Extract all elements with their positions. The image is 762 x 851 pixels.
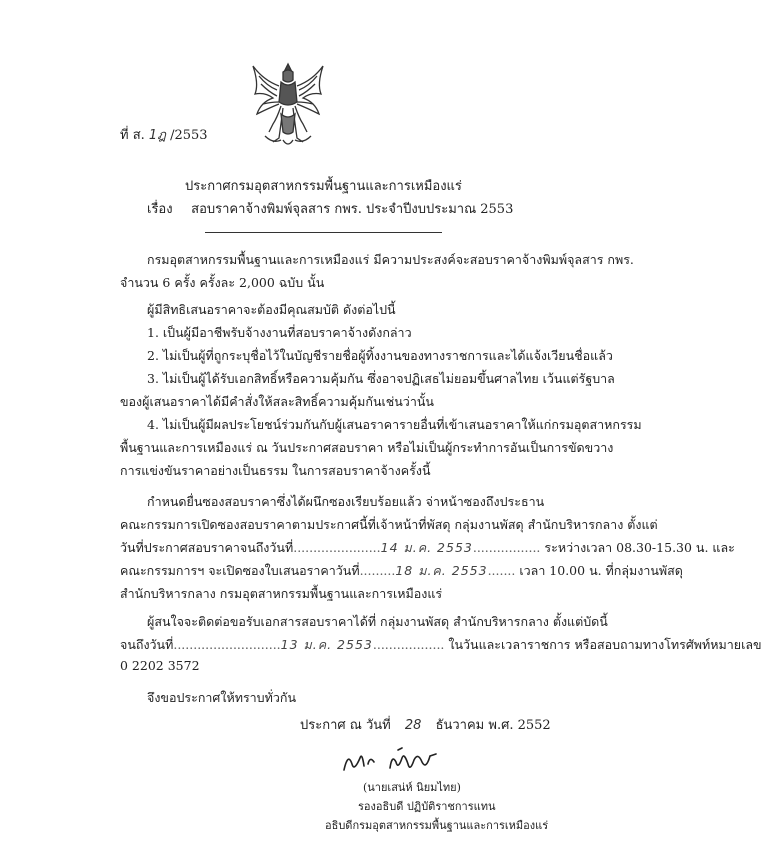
contact-line-2: [120, 635, 762, 655]
announcement-date: [300, 714, 551, 735]
signatory-position-2: อธิบดีกรมอุตสาหกรรมพื้นฐานและการเหมืองแร่: [325, 819, 549, 832]
fill-dots: ...........................: [173, 637, 281, 652]
handwritten-date-document: 13 ม.ค. 2553: [280, 637, 373, 652]
subject-label: เรื่อง: [147, 202, 173, 217]
signatory-name: (นายเสน่ห์ นิยมไทย): [363, 781, 461, 794]
document-number: [120, 124, 208, 145]
doc-number-suffix: /2553: [170, 128, 208, 143]
doc-number-prefix: ที่ ส.: [120, 128, 145, 143]
closing-text: จึงขอประกาศให้ทราบทั่วกัน: [147, 690, 296, 705]
qualification-2: 2. ไม่เป็นผู้ที่ถูกระบุชื่อไว้ในบัญชีรายชื่อผู้ทิ้งงานของทางราชการและได้แจ้งเวียนชื่อแล้ว: [147, 348, 613, 363]
qualification-4-line-2: พื้นฐานและการเหมืองแร่ ณ วันประกาศสอบราคา หรือไม่เป็นผู้กระทำการอันเป็นการขัดขวาง: [120, 440, 614, 455]
intro-line-2: จำนวน 6 ครั้ง ครั้งละ 2,000 ฉบับ นั้น: [120, 275, 325, 290]
contact-phone: 0 2202 3572: [120, 658, 200, 673]
fill-dots: .......: [487, 563, 516, 578]
title-divider: [205, 232, 442, 233]
qualification-3-line-1: 3. ไม่เป็นผู้ได้รับเอกสิทธิ์หรือความคุ้มกัน ซึ่งอาจปฏิเสธไม่ยอมขึ้นศาลไทย เว้นแต่รัฐบาล: [147, 371, 615, 386]
submission-line-3: [120, 538, 735, 558]
doc-number-handwritten: 1ฎ: [148, 128, 166, 143]
qualification-3-line-2: ของผู้เสนอราคาได้มีคำสั่งให้สละสิทธิ์ความคุ้มกันเช่นว่านั้น: [120, 394, 434, 409]
garuda-emblem: [243, 58, 333, 150]
submission-line-1: กำหนดยื่นซองสอบราคาซึ่งได้ผนึกซองเรียบร้อยแล้ว จ่าหน้าซองถึงประธาน: [147, 494, 545, 509]
subject-text: สอบราคาจ้างพิมพ์จุลสาร กพร. ประจำปีงบประมาณ 2553: [191, 202, 514, 217]
fill-dots: ......................: [293, 540, 381, 555]
announcement-title: ประกาศกรมอุตสาหกรรมพื้นฐานและการเหมืองแร่: [185, 179, 462, 194]
submission-line-4: [120, 561, 683, 581]
fill-dots: .................: [472, 540, 541, 555]
qualification-4-line-3: การแข่งขันราคาอย่างเป็นธรรม ในการสอบราคาจ้างครั้งนี้: [120, 463, 431, 478]
handwritten-date-open: 18 ม.ค. 2553: [395, 563, 488, 578]
handwritten-signature: [338, 744, 448, 778]
fill-dots: ..................: [372, 637, 445, 652]
contact-line-2-suffix: ในวันและเวลาราชการ หรือสอบถามทางโทรศัพท์หมายเลข: [444, 637, 762, 652]
submission-line-3-suffix: ระหว่างเวลา 08.30-15.30 น. และ: [540, 540, 735, 555]
submission-line-4-suffix: เวลา 10.00 น. ที่กลุ่มงานพัสดุ: [515, 563, 683, 578]
date-day-handwritten: 28: [404, 718, 422, 733]
signatory-position-1: รองอธิบดี ปฏิบัติราชการแทน: [358, 800, 496, 813]
submission-line-4-prefix: คณะกรรมการฯ จะเปิดซองใบเสนอราคาวันที่: [120, 563, 360, 578]
subject-line: [147, 198, 513, 219]
intro-line-1: กรมอุตสาหกรรมพื้นฐานและการเหมืองแร่ มีความประสงค์จะสอบราคาจ้างพิมพ์จุลสาร กพร.: [147, 252, 634, 267]
submission-line-3-prefix: วันที่ประกาศสอบราคาจนถึงวันที่: [120, 540, 294, 555]
contact-line-2-prefix: จนถึงวันที่: [120, 637, 174, 652]
qualification-1: 1. เป็นผู้มีอาชีพรับจ้างงานที่สอบราคาจ้างดังกล่าว: [147, 325, 412, 340]
date-rest: ธันวาคม พ.ศ. 2552: [435, 718, 551, 733]
qualification-4-line-1: 4. ไม่เป็นผู้มีผลประโยชน์ร่วมกันกับผู้เสนอราคารายอื่นที่เข้าเสนอราคาให้แก่กรมอุตสาหกรรม: [147, 417, 642, 432]
submission-line-2: คณะกรรมการเปิดซองสอบราคาตามประกาศนี้ที่เจ้าหน้าที่พัสดุ กลุ่มงานพัสดุ สำนักบริหารกลาง ตั้งแต่: [120, 517, 658, 532]
date-prefix: ประกาศ ณ วันที่: [300, 718, 391, 733]
contact-line-1: ผู้สนใจจะติดต่อขอรับเอกสารสอบราคาได้ที่ กลุ่มงานพัสดุ สำนักบริหารกลาง ตั้งแต่บัดนี้: [147, 614, 608, 629]
fill-dots: .........: [359, 563, 396, 578]
qualification-heading: ผู้มีสิทธิเสนอราคาจะต้องมีคุณสมบัติ ดังต่อไปนี้: [147, 302, 396, 317]
submission-line-5: สำนักบริหารกลาง กรมอุตสาหกรรมพื้นฐานและการเหมืองแร่: [120, 586, 443, 601]
handwritten-date-close: 14 ม.ค. 2553: [380, 540, 473, 555]
